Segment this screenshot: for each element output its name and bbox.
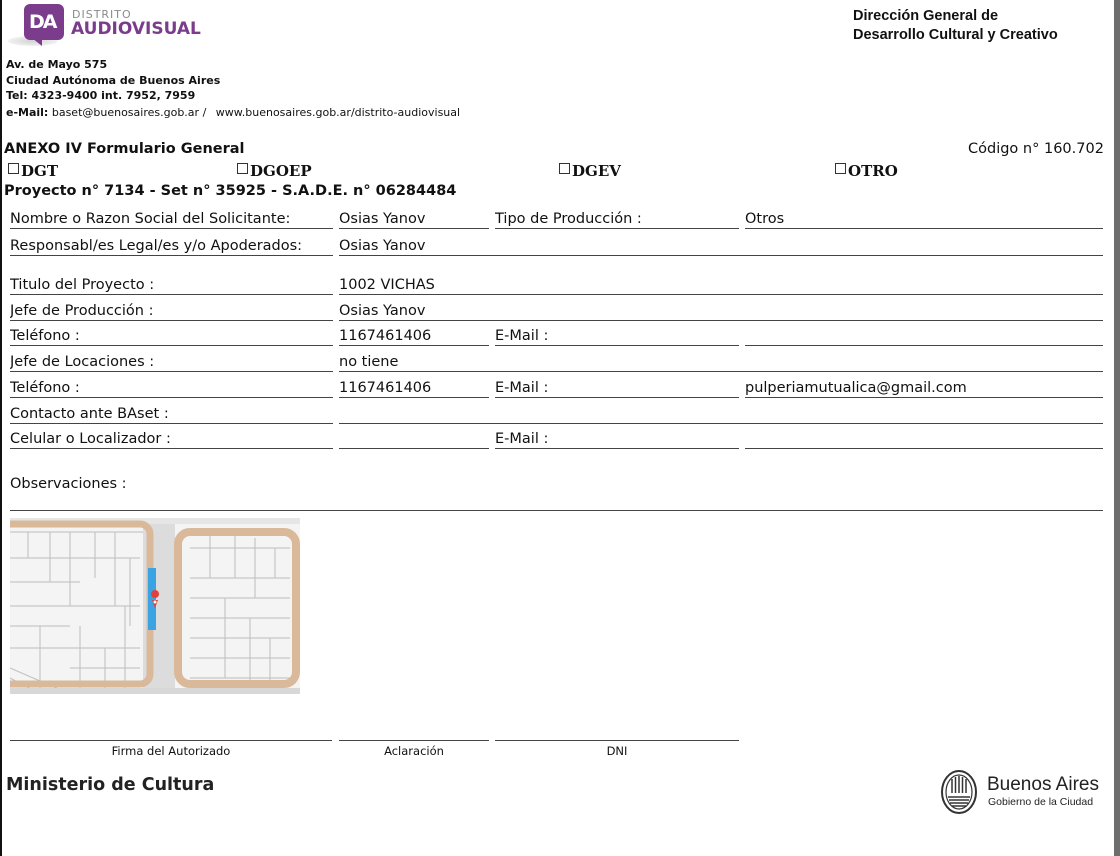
field-email-2[interactable]: pulperiamutualica@gmail.com: [745, 379, 1103, 398]
signature-line-aclaracion[interactable]: [339, 740, 489, 741]
field-jefe-produccion[interactable]: Osias Yanov: [339, 302, 1103, 321]
email-value: baset@buenosaires.gob.ar: [51, 106, 200, 119]
label-jefe-produccion: Jefe de Producción :: [10, 302, 333, 321]
checkbox-dgoep[interactable]: [237, 162, 312, 180]
ministry-name: Ministerio de Cultura: [6, 775, 215, 795]
scrollbar[interactable]: [1114, 0, 1120, 856]
label-email-1: E-Mail :: [495, 327, 739, 346]
label-email-2: E-Mail :: [495, 379, 739, 398]
page-left-border: [0, 0, 2, 856]
signature-label-firma: Firma del Autorizado: [111, 744, 231, 758]
buenos-aires-emblem-icon: [940, 769, 978, 815]
project-line: Proyecto n° 7134 - Set n° 35925 - S.A.D.E. n° 06284484: [4, 183, 457, 199]
checkbox-dgev[interactable]: [559, 162, 621, 180]
address-line3: Tel: 4323-9400 int. 7952, 7959: [6, 89, 196, 102]
contact-line: [6, 106, 460, 119]
address-line2: Ciudad Autónoma de Buenos Aires: [6, 73, 221, 87]
checkbox-dgt[interactable]: [8, 162, 58, 180]
field-contacto[interactable]: [339, 405, 1103, 424]
label-telefono-2: Teléfono :: [10, 379, 333, 398]
form-code: Código n° 160.702: [968, 141, 1104, 157]
city-subtitle: Gobierno de la Ciudad: [988, 796, 1094, 808]
label-jefe-locaciones: Jefe de Locaciones :: [10, 353, 333, 372]
checkbox-box-icon[interactable]: [559, 163, 570, 174]
signature-label-aclaracion: Aclaración: [384, 744, 444, 758]
signature-label-dni: DNI: [606, 744, 628, 758]
field-celular[interactable]: [339, 430, 489, 449]
address-line1: Av. de Mayo 575: [6, 58, 108, 71]
checkbox-box-icon[interactable]: [8, 163, 19, 174]
email-label: e-Mail:: [6, 106, 49, 119]
checkbox-otro[interactable]: [835, 162, 898, 180]
separator: /: [202, 106, 207, 119]
observaciones-line[interactable]: [10, 510, 1103, 511]
direction-heading: [853, 7, 1058, 45]
website: www.buenosaires.gob.ar/distrito-audiovisual: [215, 106, 461, 119]
field-tipo-produccion[interactable]: Otros: [745, 210, 1103, 229]
signature-line-dni[interactable]: [495, 740, 739, 741]
checkbox-label: OTRO: [848, 162, 898, 180]
brand-small-text: DISTRITO: [72, 8, 132, 21]
direction-line1: Dirección General de: [853, 8, 999, 24]
field-titulo[interactable]: 1002 VICHAS: [339, 276, 1103, 295]
city-title: Buenos Aires: [987, 774, 1099, 795]
direction-line2: Desarrollo Cultural y Creativo: [853, 27, 1058, 43]
form-title: ANEXO IV Formulario General: [4, 141, 245, 157]
checkbox-box-icon[interactable]: [835, 163, 846, 174]
signature-line-firma[interactable]: [10, 740, 332, 741]
label-titulo: Titulo del Proyecto :: [10, 276, 333, 295]
label-responsables: Responsabl/es Legal/es y/o Apoderados:: [10, 237, 333, 256]
observaciones-label: Observaciones :: [10, 476, 127, 492]
label-tipo-produccion: Tipo de Producción :: [495, 210, 739, 229]
field-jefe-locaciones[interactable]: no tiene: [339, 353, 1103, 372]
checkbox-label: DGT: [21, 162, 58, 180]
distrito-audiovisual-logo-icon: DA: [24, 4, 64, 40]
checkbox-box-icon[interactable]: [237, 163, 248, 174]
field-telefono-2[interactable]: 1167461406: [339, 379, 489, 398]
address-block: [6, 57, 220, 104]
label-nombre: Nombre o Razon Social del Solicitante:: [10, 210, 333, 229]
checkbox-label: DGOEP: [250, 162, 312, 180]
label-contacto: Contacto ante BAset :: [10, 405, 333, 424]
brand-name: AUDIOVISUAL: [71, 19, 201, 39]
logo-bubble-tail: [32, 38, 42, 46]
label-celular: Celular o Localizador :: [10, 430, 333, 449]
checkbox-label: DGEV: [572, 162, 621, 180]
label-email-3: E-Mail :: [495, 430, 739, 449]
location-map: [10, 518, 300, 694]
field-email-3[interactable]: [745, 430, 1103, 449]
field-email-1[interactable]: [745, 327, 1103, 346]
field-telefono-1[interactable]: 1167461406: [339, 327, 489, 346]
field-nombre[interactable]: Osias Yanov: [339, 210, 489, 229]
label-telefono-1: Teléfono :: [10, 327, 333, 346]
field-responsables[interactable]: Osias Yanov: [339, 237, 1103, 256]
